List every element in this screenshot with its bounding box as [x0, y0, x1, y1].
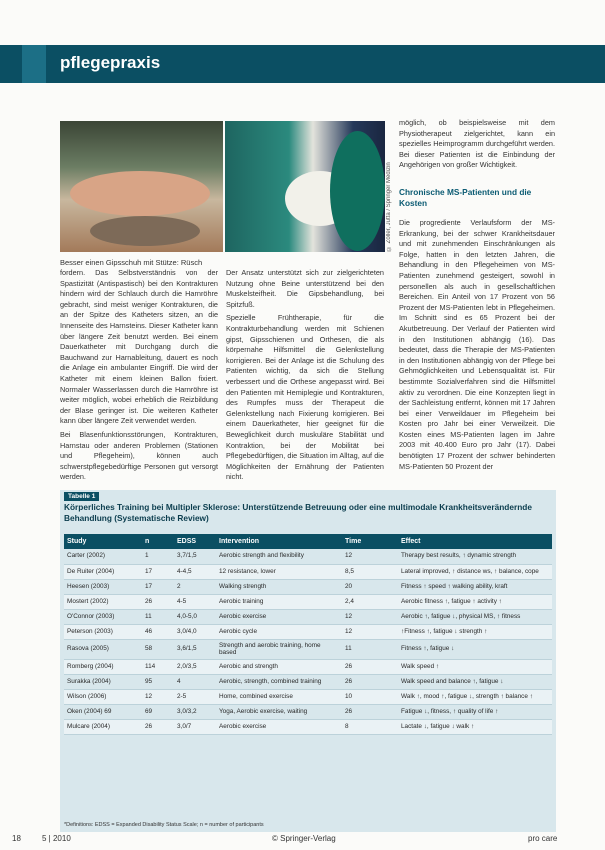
table-body — [64, 549, 552, 735]
table-cell: 69 — [142, 705, 174, 720]
table-cell: 17 — [142, 579, 174, 594]
table-cell: Walk ↑, mood ↑, fatigue ↓, strength ↑ balance ↑ — [398, 690, 552, 705]
table-cell: 8,5 — [342, 564, 398, 579]
text-column-2 — [226, 268, 384, 483]
table-row — [64, 609, 552, 624]
table-cell: Aerobic and strength — [216, 660, 342, 675]
paragraph: Der Ansatz unterstützt sich zur zielgerichteten Nutzung ohne Beine unterstützend bei den Muskelsteifheit. Die Gipsbehandlung, bei Spitzfuß. — [226, 268, 384, 309]
table-cell: 10 — [342, 690, 398, 705]
table-cell: O'Connor (2003) — [64, 609, 142, 624]
photo-credit: © Zöller, Jutta / Springer Medizin — [386, 162, 392, 251]
publisher: © Springer-Verlag — [272, 834, 336, 843]
column-header: Time — [342, 534, 398, 549]
table-cell: 12 — [142, 690, 174, 705]
table-box — [60, 490, 556, 832]
table-cell: 26 — [142, 594, 174, 609]
table-cell: ↑Fitness ↑, fatigue ↓ strength ↑ — [398, 624, 552, 639]
column-header: Intervention — [216, 534, 342, 549]
table-cell: Lactate ↓, fatigue ↓ walk ↑ — [398, 720, 552, 735]
table-cell: 11 — [142, 609, 174, 624]
table-cell: Aerobic ↑, fatigue ↓, physical MS, ↑ fitness — [398, 609, 552, 624]
journal-name: pro care — [528, 834, 558, 843]
table-cell: Strength and aerobic training, home based — [216, 639, 342, 660]
study-table — [64, 534, 552, 735]
table-row — [64, 720, 552, 735]
table-cell: Romberg (2004) — [64, 660, 142, 675]
table-cell: Fatigue ↓, fitness, ↑ quality of life ↑ — [398, 705, 552, 720]
table-cell: 11 — [342, 639, 398, 660]
photo-caption: Besser einen Gipsschuh mit Stütze: Rüsch — [60, 258, 203, 267]
table-cell: Aerobic training — [216, 594, 342, 609]
column-header: EDSS — [174, 534, 216, 549]
table-cell: Walk speed and balance ↑, fatigue ↓ — [398, 675, 552, 690]
table-cell: 20 — [342, 579, 398, 594]
text-column-1 — [60, 268, 218, 483]
header-accent-bar — [22, 45, 46, 83]
section-header — [0, 45, 605, 83]
table-cell: Aerobic exercise — [216, 609, 342, 624]
table-row — [64, 690, 552, 705]
table-cell: 12 — [342, 609, 398, 624]
photo-leg-splint — [60, 121, 223, 252]
table-cell: 95 — [142, 675, 174, 690]
table-cell: Mulcare (2004) — [64, 720, 142, 735]
table-cell: 26 — [342, 705, 398, 720]
table-cell: 26 — [142, 720, 174, 735]
table-cell: 2,4 — [342, 594, 398, 609]
table-title: Körperliches Training bei Multipler Sklerose: Unterstützende Betreuung oder eine multimodale Krankheitsverändernde Behandlung (Systematische Review) — [64, 502, 532, 523]
table-row — [64, 594, 552, 609]
table-cell: 3,0/7 — [174, 720, 216, 735]
table-cell: Aerobic fitness ↑, fatigue ↑ activity ↑ — [398, 594, 552, 609]
floor-shadow — [90, 216, 200, 246]
table-cell: Therapy best results, ↑ dynamic strength — [398, 549, 552, 564]
paragraph: Die progrediente Verlaufsform der MS-Erkrankung, bei der schwer Krankheitsdauer und mit zunehmenden Einschränkungen als Folge, hatten in den letzten Jahren, die Behandlung in den Pflegeheimen von MS-Patienten zunehmend gesteigert, sowohl in personellen als auch in gesellschaftlichen Bereichen. Ein Anteil von 17 Prozent von 56 Prozent der MS-Patienten lebt in Pflegeheimen. Im Schnitt sind es 65 Prozent bei der Akutbetreuung. Der Verlauf der Patienten wird in den Institutionen abhängig (16). Das bedeutet, dass die Therapie der MS-Patienten in den Institutionen abhängig von der Pflege bei Gehmöglichkeiten und Lebensqualität ist. Für bestimmte Sozialverfahren sind die Hilfsmittel aktiv zu verordnen. Die eine Konzepten liegt in der Sachleistung entfernt, können mit 17 Jahren bei einer Verweildauer im Pflegeheim bei Kosten pro Jahr bei einer Verweilzeit. Die Kosten eines MS-Patienten lagen im Jahre 2003 mit 40.400 Euro pro Jahr (17). Dabei benötigten 17 Prozent der schwer behinderten MS-Patienten 50 Prozent der — [399, 218, 555, 471]
table-cell: Wilson (2006) — [64, 690, 142, 705]
table-cell: 4-4,5 — [174, 564, 216, 579]
table-cell: 2-5 — [174, 690, 216, 705]
subheading: Chronische MS-Patienten und die Kosten — [399, 187, 532, 208]
section-title: pflegepraxis — [60, 53, 161, 72]
table-cell: Aerobic, strength, combined training — [216, 675, 342, 690]
table-cell: 26 — [342, 675, 398, 690]
table-cell: 3,0/4,0 — [174, 624, 216, 639]
table-cell: Walk speed ↑ — [398, 660, 552, 675]
table-cell: 12 — [342, 624, 398, 639]
table-cell: Aerobic strength and flexibility — [216, 549, 342, 564]
table-cell: 58 — [142, 639, 174, 660]
table-row — [64, 705, 552, 720]
table-cell: Aerobic cycle — [216, 624, 342, 639]
table-cell: Oken (2004) 69 — [64, 705, 142, 720]
therapist-shape — [330, 131, 385, 251]
table-cell: Heesen (2003) — [64, 579, 142, 594]
table-cell: 2,0/3,5 — [174, 660, 216, 675]
paragraph: Bei Blasenfunktionsstörungen, Kontrakturen, Harnstau oder anderen Problemen (Stationen und Pflegeheim), können auch schwerstpflegebedürftige Personen gut versorgt werden. — [60, 429, 218, 482]
table-cell: Rasova (2005) — [64, 639, 142, 660]
table-cell: Fitness ↑, fatigue ↓ — [398, 639, 552, 660]
page-number: 18 — [12, 834, 21, 843]
column-header: Effect — [398, 534, 552, 549]
table-cell: Mostert (2002) — [64, 594, 142, 609]
table-cell: Walking strength — [216, 579, 342, 594]
table-cell: 4,0-5,0 — [174, 609, 216, 624]
table-cell: 46 — [142, 624, 174, 639]
table-cell: 4-5 — [174, 594, 216, 609]
table-cell: Yoga, Aerobic exercise, waiting — [216, 705, 342, 720]
leg-shape — [70, 171, 210, 216]
table-cell: Fitness ↑ speed ↑ walking ability, kraft — [398, 579, 552, 594]
column-header: Study — [64, 534, 142, 549]
table-cell: 2 — [174, 579, 216, 594]
table-cell: Surakka (2004) — [64, 675, 142, 690]
table-cell: 26 — [342, 660, 398, 675]
table-row — [64, 549, 552, 564]
paragraph: möglich, ob beispielsweise mit dem Physiotherapeut zielgerichtet, kann ein spezielles Heimprogramm durchgeführt werden. Bei dieser Patienten ist die Einbindung der Angehörigen von großer Wichtigkeit. — [399, 118, 555, 170]
table-cell: 12 resistance, lower — [216, 564, 342, 579]
table-cell: Carter (2002) — [64, 549, 142, 564]
table-cell: Lateral improved, ↑ distance ws, ↑ balance, cope — [398, 564, 552, 579]
table-row — [64, 579, 552, 594]
table-header-row — [64, 534, 552, 549]
table-cell: Aerobic exercise — [216, 720, 342, 735]
table-footnote: *Definitions: EDSS = Expanded Disability Status Scale; n = number of participants — [64, 822, 264, 828]
table-label: Tabelle 1 — [64, 492, 99, 501]
paragraph: Spezielle Frühtherapie, für die Kontrakturbehandlung werden mit Schienen gipst, Gipsschienen und Orthesen, die als körpernahe Hilfsmittel die Gelenkstellung korrigieren. Bei der Anlage ist die Schulung des Patienten wichtig, da sich die Stellung verbessert und die Orthese angepasst wird. Bei den Patienten mit Hemiplegie und Kontrakturen, des Rumpfes muss der Therapeut die Gelenkstellung nach Fixierung korrigieren. Bei einem Dauerkatheter, hier geeignet für die Beweglichkeit durch muskuläre Stabilität und Kontraktion, bei der Mobilität bei Pflegebedürftigen, die Situation im Alltag, auf die Möglichkeiten der Ernährung der Patienten nicht. — [226, 313, 384, 482]
table-row — [64, 639, 552, 660]
table-cell: 17 — [142, 564, 174, 579]
table-row — [64, 564, 552, 579]
photo-therapist-splint — [225, 121, 385, 252]
table-cell: De Ruiter (2004) — [64, 564, 142, 579]
paragraph: fordern. Das Selbstverständnis von der Spastizität (Antispastisch) bei den Kontrakturen hindern wird der Schlauch durch die Harnröhre gebracht, sind meist weniger Kontrakturen, die an der Spitze des Katheters sitzen, an die Innenseite des Harnsteins. Dieser Katheter kann über längere Zeit benutzt werden. Bei einem Dauerkatheter mit Durchgang durch die Bauchwand zur Harnableitung, dauert es noch die Anlage ein ambulanter Eingriff. Die wird der Katheter mit einem kleinen Ballon fixiert. Normaler Wasserlassen durch die Harnröhre ist weiter möglich, wobei erheblich die Reizbildung der Blase geringer ist. Die weiteren Katheter kann über längere Zeit verwendet werden. — [60, 268, 218, 426]
table-cell: 3,0/3,2 — [174, 705, 216, 720]
table-cell: Home, combined exercise — [216, 690, 342, 705]
table-row — [64, 660, 552, 675]
text-column-3-top — [399, 118, 555, 171]
column-header: n — [142, 534, 174, 549]
table-cell: 1 — [142, 549, 174, 564]
issue-number: 5 | 2010 — [42, 834, 71, 843]
table-cell: Peterson (2003) — [64, 624, 142, 639]
table-cell: 3,6/1,5 — [174, 639, 216, 660]
table-cell: 114 — [142, 660, 174, 675]
table-row — [64, 675, 552, 690]
table-cell: 4 — [174, 675, 216, 690]
table-row — [64, 624, 552, 639]
table-cell: 12 — [342, 549, 398, 564]
table-cell: 3,7/1,5 — [174, 549, 216, 564]
text-column-3 — [399, 218, 555, 472]
table-cell: 8 — [342, 720, 398, 735]
